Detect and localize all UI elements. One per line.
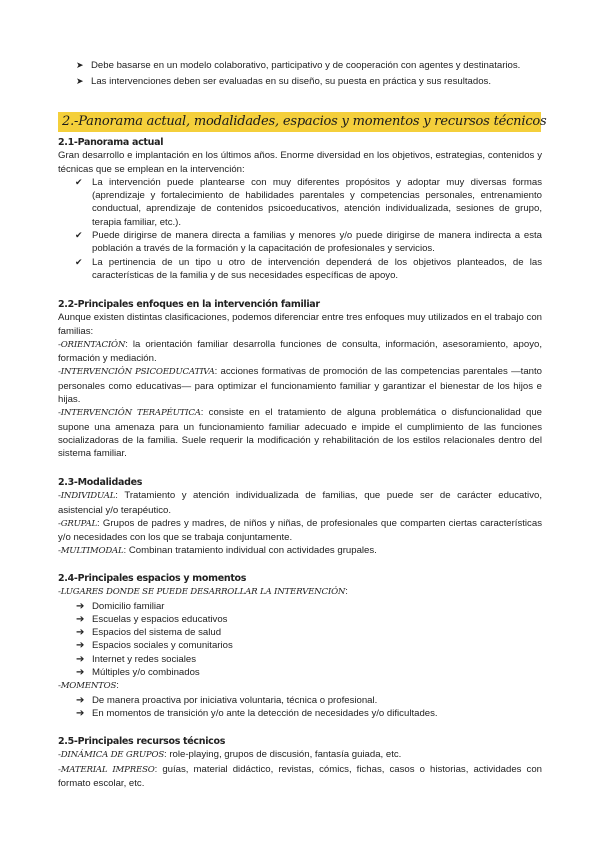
section-title: 2.-Panorama actual, modalidades, espacios y momentos y recursos técnicos xyxy=(62,114,547,129)
section-2-4 xyxy=(58,572,542,720)
section-2-5 xyxy=(58,735,542,790)
right-arrow-icon: ➔ xyxy=(76,707,85,719)
list-item: ✔ La pertinencia de un tipo u otro de intervención dependerá de los objetivos planteados, de las características de la familia y de sus necesidades específicas de apoyo. xyxy=(75,256,542,281)
right-arrow-icon: ➔ xyxy=(76,667,85,679)
subsection-heading: 2.4-Principales espacios y momentos xyxy=(58,573,247,584)
item-label: -MULTIMODAL xyxy=(58,546,124,557)
right-arrow-icon: ➔ xyxy=(76,613,85,625)
section-2-3 xyxy=(58,476,542,559)
right-arrow-icon: ➔ xyxy=(76,694,85,706)
list-heading: -LUGARES DONDE SE PUEDE DESARROLLAR LA INTERVENCIÓN: xyxy=(58,586,348,598)
checkmark-icon: ✔ xyxy=(75,230,83,241)
item-label: -INDIVIDUAL xyxy=(58,491,116,502)
right-arrow-icon: ➔ xyxy=(76,627,85,639)
item-label: -DINÁMICA DE GRUPOS xyxy=(58,750,165,761)
right-arrow-icon: ➔ xyxy=(76,653,85,665)
list-item: -MATERIAL IMPRESO: guías, material didáctico, revistas, cómics, fichas, casos o historias, actividades con formato escolar, etc. xyxy=(58,763,542,789)
list-item: ➔ Múltiples y/o combinados xyxy=(76,667,200,679)
list-item: -INTERVENCIÓN PSICOEDUCATIVA: acciones formativas de promoción de las competencias parentales —tanto personales como educativas— para optimizar el funcionamiento familiar y garantizar el bienestar de los hijos e hijas. xyxy=(58,366,543,406)
paragraph: Gran desarrollo e implantación en los últimos años. Enorme diversidad en los objetivos, estrategias, contenidos y técnicas que se emplean en la intervención: xyxy=(58,150,542,175)
list-item: -ORIENTACIÓN: la orientación familiar desarrolla funciones de consulta, información, asesoramiento, apoyo, formación y mediación. xyxy=(58,338,542,365)
arrowhead-bullet-icon: ➤ xyxy=(76,60,84,70)
right-arrow-icon: ➔ xyxy=(76,640,85,652)
checkmark-icon: ✔ xyxy=(75,176,83,187)
subsection-heading: 2.2-Principales enfoques en la intervención familiar xyxy=(58,299,320,310)
list-item: -DINÁMICA DE GRUPOS: role-playing, grupos de discusión, fantasía guiada, etc. xyxy=(58,749,402,761)
list-item: -INTERVENCIÓN TERAPÉUTICA: consiste en el tratamiento de alguna problemática o disfuncionalidad que supone una amenaza para un funcionamiento familiar adecuado e impide el cumplimiento de las funciones socializadoras de la familia. Suele requerir la modificación y rehabilitación de los estilos relacionales dentro del sistema familiar. xyxy=(58,407,542,460)
list-item: ➔ De manera proactiva por iniciativa voluntaria, técnica o profesional. xyxy=(76,694,378,706)
right-arrow-icon: ➔ xyxy=(76,600,85,612)
list-item: ➔ Espacios sociales y comunitarios xyxy=(76,640,233,652)
list-item: ➔ Escuelas y espacios educativos xyxy=(76,613,228,625)
list-item: ➤ Las intervenciones deben ser evaluadas en su diseño, su puesta en práctica y sus resultados. xyxy=(76,76,491,88)
list-item: ✔ La intervención puede plantearse con muy diferentes propósitos y adoptar muy diversas formas (aprendizaje y fortalecimiento de habilidades parentales y competencias personales, entrenamiento conductual, aprendizaje de contenidos psicoeducativos, atención individualizada, sesiones de grupo, terapia familiar, etc.). xyxy=(75,176,542,228)
section-2-1 xyxy=(58,136,542,282)
arrowhead-bullet-icon: ➤ xyxy=(76,76,84,87)
list-item: -GRUPAL: Grupos de padres y madres, de niños y niñas, de profesionales que comparten ciertas características y/o necesidades con los que se trabaja conjuntamente. xyxy=(58,517,542,544)
list-item: ➔ Espacios del sistema de salud xyxy=(76,627,222,639)
list-item: ➔ Domicilio familiar xyxy=(76,600,165,612)
item-label: -INTERVENCIÓN PSICOEDUCATIVA xyxy=(58,367,215,378)
item-label: -INTERVENCIÓN TERAPÉUTICA xyxy=(58,408,201,419)
list-item: -MULTIMODAL: Combinan tratamiento individual con actividades grupales. xyxy=(58,545,377,557)
list-heading: -MOMENTOS: xyxy=(58,680,119,692)
checkmark-icon: ✔ xyxy=(75,256,83,267)
list-item: ✔ Puede dirigirse de manera directa a familias y menores y/o puede dirigirse de manera indirecta a esta población a través de la formación y la capacitación de profesionales y servicios. xyxy=(75,230,542,255)
subsection-heading: 2.5-Principales recursos técnicos xyxy=(58,736,226,747)
list-item: -INDIVIDUAL: Tratamiento y atención individualizada de familias, que puede ser de carácter educativo, asistencial y/o terapéutico. xyxy=(58,490,542,516)
subsection-heading: 2.3-Modalidades xyxy=(58,477,143,488)
list-item: ➔ En momentos de transición y/o ante la detección de necesidades y/o dificultades. xyxy=(76,707,438,719)
list-item: ➔ Internet y redes sociales xyxy=(76,653,196,665)
item-label: -GRUPAL xyxy=(58,518,97,529)
item-label: -MATERIAL IMPRESO xyxy=(58,764,155,775)
subsection-heading: 2.1-Panorama actual xyxy=(58,137,164,148)
list-item: ➤ Debe basarse en un modelo colaborativo, participativo y de cooperación con agentes y destinatarios. xyxy=(76,60,521,71)
paragraph: Aunque existen distintas clasificaciones, podemos diferenciar entre tres enfoques muy utilizados en el trabajo con familias: xyxy=(58,312,542,337)
intro-list xyxy=(58,59,542,89)
item-label: -ORIENTACIÓN xyxy=(58,339,126,350)
section-2-2 xyxy=(58,298,542,461)
